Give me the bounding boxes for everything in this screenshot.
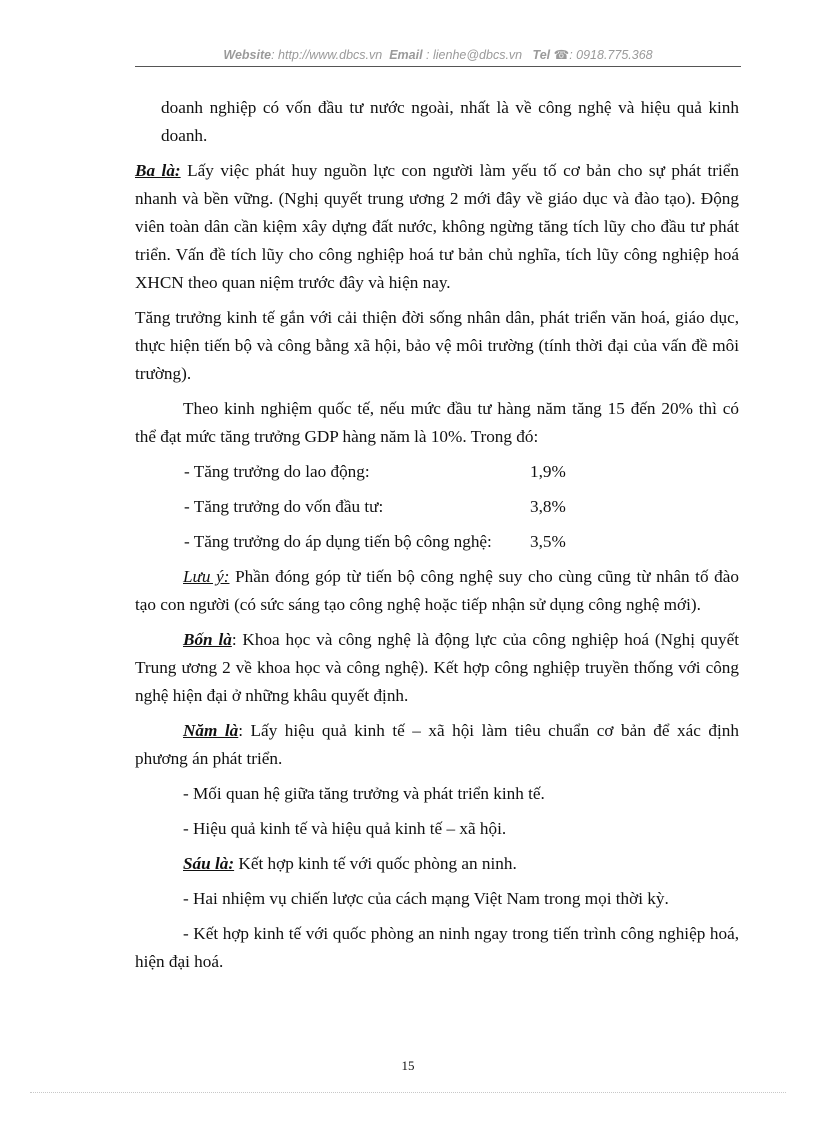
tel-value: ☎: 0918.775.368 [553,48,653,62]
paragraph-growth-living: Tăng trưởng kinh tế gắn với cải thiện đời sống nhân dân, phát triển văn hoá, giáo dục, thực hiện tiến bộ và công bằng xã hội, bảo vệ môi trường (tính thời đại của vấn đề môi trường). [135,308,739,383]
note-label: Lưu ý: [183,567,230,586]
growth-value: 1,9% [530,462,566,481]
section-label-nam-la: Năm là [183,721,239,740]
paragraph-ba-la [135,157,739,297]
paragraph-bon-la-text: : Khoa học và công nghệ là động lực của công nghiệp hoá (Nghị quyết Trung ương 2 về khoa học và công nghệ). Kết hợp công nghiệp truyền thống với công nghệ hiện đại ở những khâu quyết định. [135,630,739,705]
paragraph-sau-la-text: Kết hợp kinh tế với quốc phòng an ninh. [234,854,517,873]
paragraph-nam-la [135,717,739,773]
paragraph-ba-la-text: Lấy việc phát huy nguồn lực con người làm yếu tố cơ bản cho sự phát triển nhanh và bền vững. (Nghị quyết trung ương 2 mới đây về giáo dục và đào tạo). Động viên toàn dân cần kiệm xây dựng đất nước, không ngừng tăng tích lũy cho đầu tư phát triển. Vấn đề tích lũy cho công nghiệp hoá tư bản chủ nghĩa, tích lũy công nghiệp hoá XHCN theo quan niệm trước đây và hiện nay. [135,161,739,292]
growth-label: - Tăng trưởng do lao động: [184,462,370,481]
growth-label: - Tăng trưởng do vốn đầu tư: [184,497,384,516]
paragraph-international-experience: Theo kinh nghiệm quốc tế, nếu mức đầu tư hàng năm tăng 15 đến 20% thì có thể đạt mức tăng trưởng GDP hàng năm là 10%. Trong đó: [135,399,739,446]
growth-value: 3,5% [530,532,566,551]
growth-value: 3,8% [530,497,566,516]
website-label: Website [223,48,272,62]
page-number: 15 [401,1058,415,1073]
email-value: : lienhe@dbcs.vn [426,48,523,62]
paragraph-nam-la-text: : Lấy hiệu quả kinh tế – xã hội làm tiêu chuẩn cơ bản để xác định phương án phát triển. [135,721,739,768]
note-text: Phần đóng góp từ tiến bộ công nghệ suy cho cùng cũng từ nhân tố đào tạo con người (có sức sáng tạo công nghệ hoặc tiếp nhận sử dụng công nghệ mới). [135,567,739,614]
bullet-item: - Hai nhiệm vụ chiến lược của cách mạng Việt Nam trong mọi thời kỳ. [183,889,669,908]
bullet-item: - Mối quan hệ giữa tăng trưởng và phát triển kinh tế. [183,784,545,803]
growth-row [135,528,739,556]
section-label-bon-la: Bốn là [183,630,232,649]
tel-label: Tel [532,48,551,62]
growth-row [135,458,739,486]
paragraph-bon-la [135,626,739,710]
document-body [135,94,739,983]
bullet-item: - Hiệu quả kinh tế và hiệu quả kinh tế – xã hội. [183,819,507,838]
email-label: Email [389,48,423,62]
paragraph-sau-la [135,850,739,878]
growth-label: - Tăng trưởng do áp dụng tiến bộ công nghệ: [184,532,492,551]
header-divider [135,66,741,67]
paragraph-note [135,563,739,619]
section-label-ba-la: Ba là: [135,161,181,180]
page-header [135,47,741,62]
paragraph-continuation: doanh nghiệp có vốn đầu tư nước ngoài, nhất là về công nghệ và hiệu quả kinh doanh. [161,98,739,145]
website-value: : http://www.dbcs.vn [271,48,383,62]
bullet-item: - Kết hợp kinh tế với quốc phòng an ninh ngay trong tiến trình công nghiệp hoá, hiện đại hoá. [135,924,739,971]
growth-row [135,493,739,521]
footer-divider [30,1092,786,1093]
section-label-sau-la: Sáu là: [183,854,235,873]
